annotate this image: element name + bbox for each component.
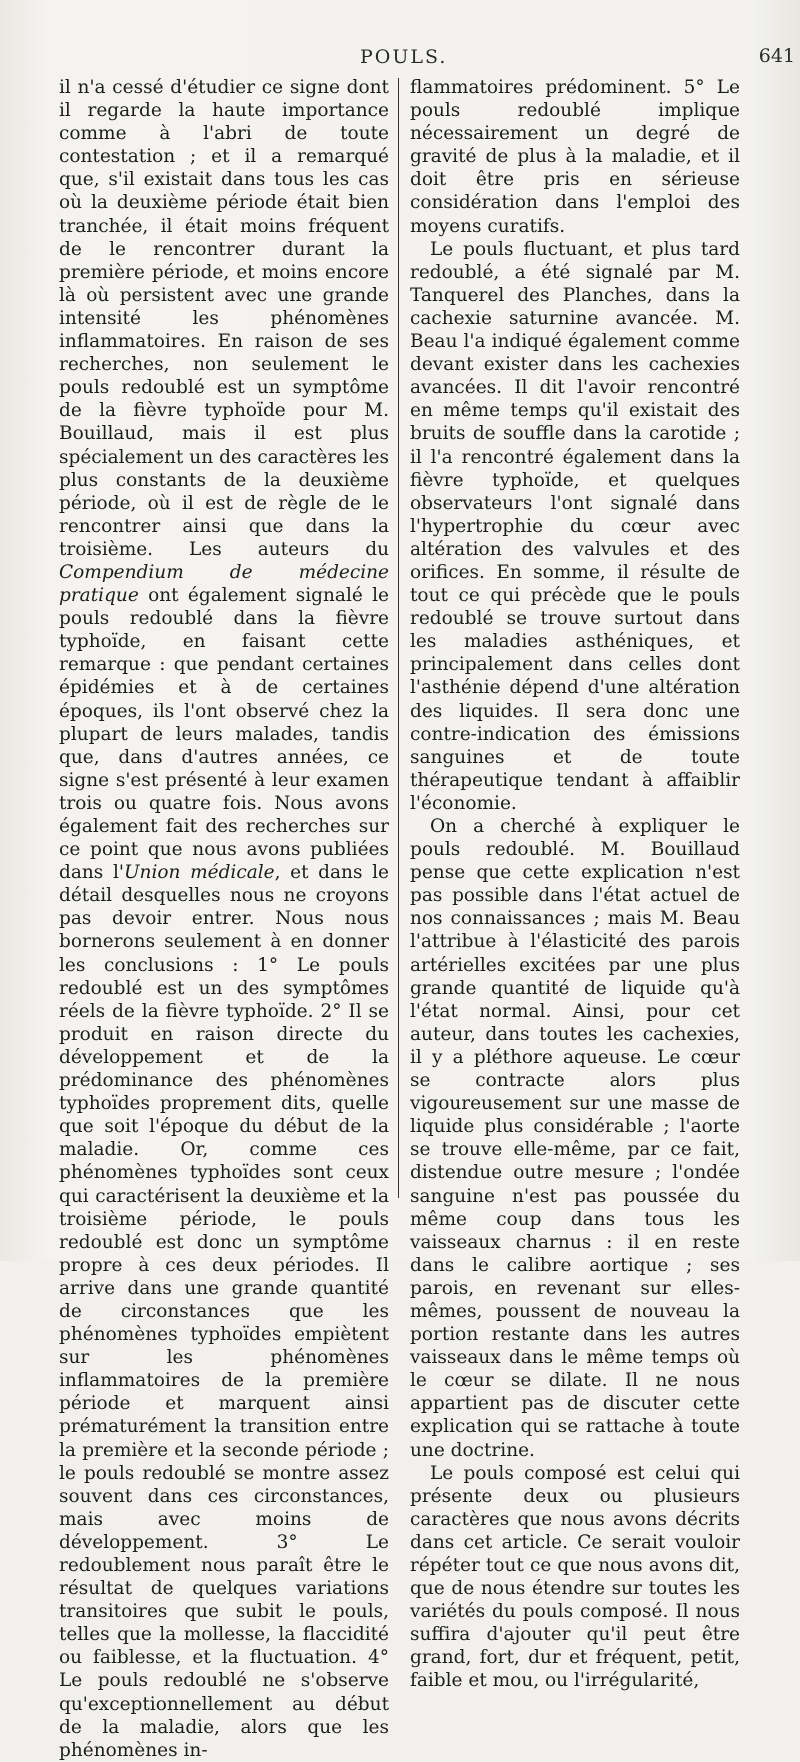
paragraph: flammatoires prédominent. 5° Le pouls redoublé implique nécessairement un degré de gravité de plus à la maladie, et il doit être pris en sérieuse considération dans l'emploi des moyens curatifs.	[410, 77, 740, 237]
running-title: POULS.	[360, 46, 448, 68]
italic-title: Union médicale	[123, 862, 275, 884]
page-number: 641	[758, 45, 795, 67]
paragraph: Le pouls composé est celui qui présente deux ou plusieurs caractères que nous avons décrits dans cet article. Ce serait vouloir répéter tout ce que nous avons dit, que de nous étendre sur toutes les variétés du pouls composé. Il nous suffira d'ajouter qu'il peut être grand, fort, dur et fréquent, petit, faible et mou, ou l'irrégularité,	[410, 1462, 740, 1692]
paragraph	[59, 76, 389, 1762]
text-run: il n'a cessé d'étudier ce signe dont il regarde la haute importance comme à l'abri de toute contestation ; et il a remarqué que, s'il existait dans tous les cas où la deuxième période était bien tranchée, il était moins fréquent de le rencontrer durant la première période, et moins encore là où persistent avec une grande intensité les phénomènes inflammatoires. En raison de ses recherches, non seulement le pouls redoublé est un symptôme de la fièvre typhoïde pour M. Bouillaud, mais il est plus spécialement un des caractères les plus constants de la deuxième période, où il est de règle de le rencontrer ainsi que dans la troisième. Les auteurs du	[59, 77, 389, 560]
column-divider	[398, 78, 399, 1198]
text-run: , et dans le détail desquelles nous ne croyons pas devoir entrer. Nous nous bornerons seulement à en donner les conclusions : 1° Le pouls redoublé est un des symptômes réels de la fièvre typhoïde. 2° Il se produit en raison directe du développement et de la prédominance des phénomènes typhoïdes proprement dits, quelle que soit l'époque du début de la maladie. Or, comme ces phénomènes typhoïdes sont ceux qui caractérisent la deuxième et la troisième période, le pouls redoublé est donc un symptôme propre à ces deux périodes. Il arrive dans une grande quantité de circonstances que les phénomènes typhoïdes empiètent sur les phénomènes inflammatoires de la première période et marquent ainsi prématurément la transition entre la première et la seconde période ; le pouls redoublé se montre assez souvent dans ces circonstances, mais avec moins de développement. 3° Le redoublement nous paraît être le résultat de quelques variations transitoires que subit le pouls, telles que la mollesse, la flaccidité ou faiblesse, et la fluctuation. 4° Le pouls redoublé ne s'observe qu'exceptionnellement au début de la maladie, alors que les phénomènes in-	[59, 862, 389, 1761]
right-column	[410, 76, 740, 1693]
italic-title: Compendium de médecine pratique	[59, 561, 389, 607]
paragraph: On a cherché à expliquer le pouls redoublé. M. Bouillaud pense que cette explication n'est pas possible dans l'état actuel de nos connaissances ; mais M. Beau l'attribue à l'élasticité des parois artérielles excitées par une plus grande quantité de liquide qu'à l'état normal. Ainsi, pour cet auteur, dans toutes les cachexies, il y a pléthore aqueuse. Le cœur se contracte alors plus vigoureusement sur une masse de liquide plus considérable ; l'aorte se trouve elle-même, par ce fait, distendue outre mesure ; l'ondée sanguine n'est pas poussée du même coup dans tous les vaisseaux charnus : il en reste dans le calibre aortique ; ses parois, en revenant sur elles-mêmes, poussent de nouveau la portion restante dans les autres vaisseaux dans le même temps où le cœur se dilate. Il ne nous appartient pas de discuter cette explication qui se rattache à toute une doctrine.	[410, 816, 740, 1461]
text-run: ont également signalé le pouls redoublé dans la fièvre typhoïde, en faisant cette remarque : que pendant certaines épidémies et à de certaines époques, ils l'ont observé chez la plupart de leurs malades, tandis que, dans d'autres années, ce signe s'est présenté à leur examen trois ou quatre fois. Nous avons également fait des recherches sur ce point que nous avons publiées dans l'	[59, 585, 389, 884]
paragraph: Le pouls fluctuant, et plus tard redoublé, a été signalé par M. Tanquerel des Planches, dans la cachexie saturnine avancée. M. Beau l'a indiqué également comme devant exister dans les cachexies avancées. Il dit l'avoir rencontré en même temps qu'il existait des bruits de souffle dans la carotide ; il l'a rencontré également dans la fièvre typhoïde, et quelques observateurs l'ont signalé dans l'hypertrophie du cœur avec altération des valvules et des orifices. En somme, il résulte de tout ce qui précède que le pouls redoublé se trouve surtout dans les maladies asthéniques, et principalement dans celles dont l'asthénie dépend d'une altération des liquides. Il sera donc une contre-indication des émissions sanguines et de toute thérapeutique tendant à affaiblir l'économie.	[410, 238, 740, 814]
left-column	[59, 76, 389, 1762]
